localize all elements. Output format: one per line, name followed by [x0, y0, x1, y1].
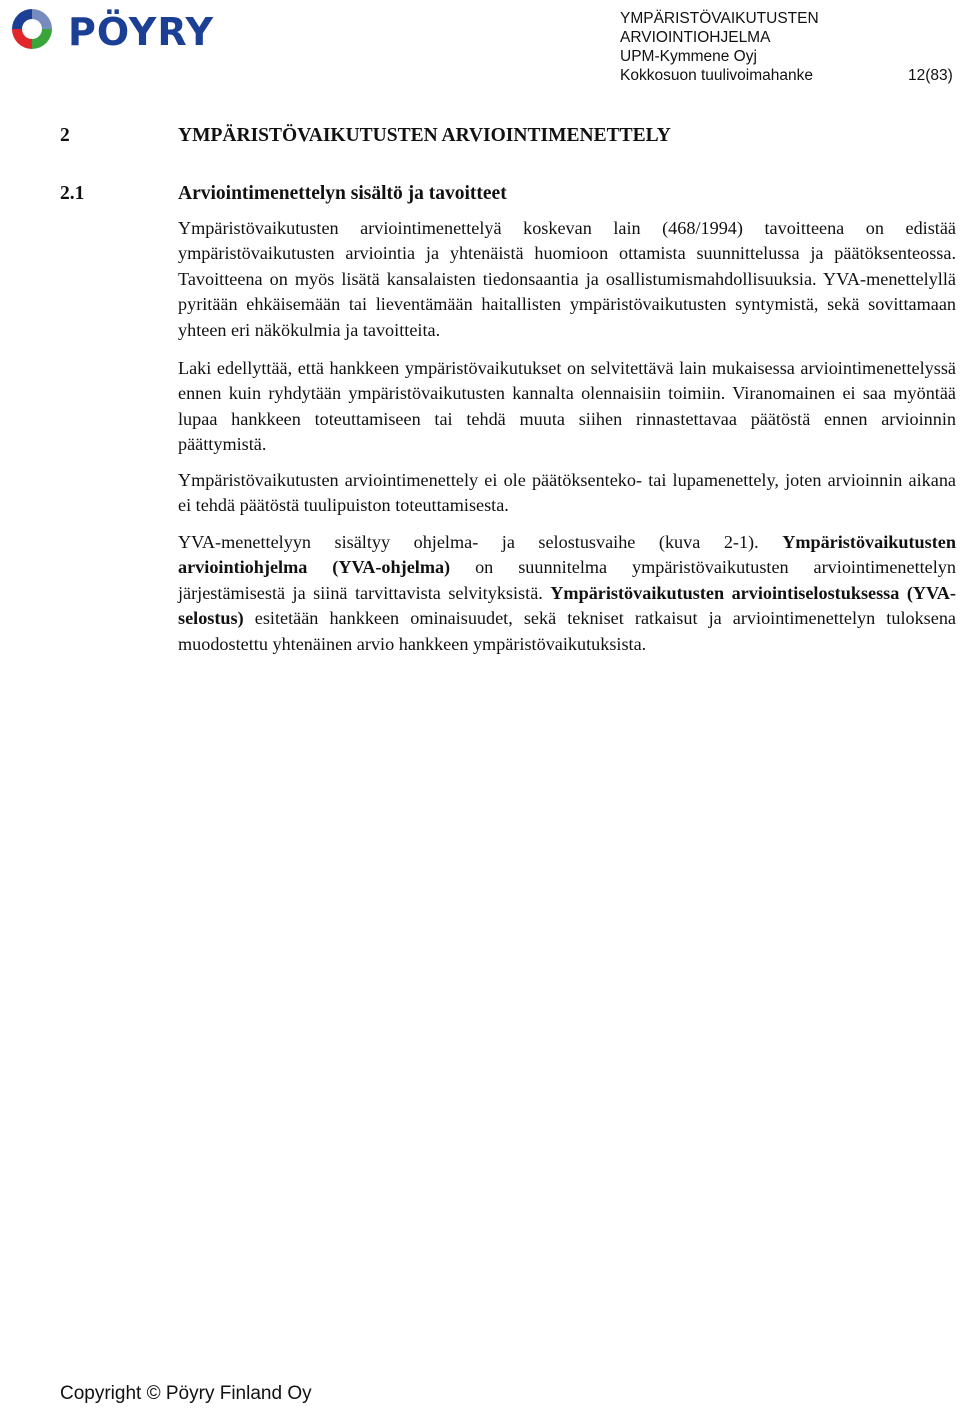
p4-bold-2: Ympäristövaikutusten arviointiselostuksessa (YVA-selostus): [178, 582, 956, 629]
client-name: UPM-Kymmene Oyj: [620, 48, 757, 65]
poyry-logo-icon: [4, 6, 60, 52]
paragraph-1: [178, 216, 956, 343]
p4-text-2: on suunnitelma ympäristövaikutusten arviointimenettelyn järjestämisestä ja siinä tarvittavista selvityksistä.: [178, 557, 956, 603]
p4-text-1: YVA-menettelyyn sisältyy ohjelma- ja selostusvaihe (kuva 2-1).: [178, 532, 783, 552]
paragraph-4: [178, 530, 956, 657]
paragraph-2: [178, 356, 956, 458]
paragraph-4-text: [178, 530, 956, 657]
page-number: 12(83): [908, 67, 953, 84]
subsection-number: 2.1: [60, 183, 85, 204]
project-name: Kokkosuon tuulivoimahanke: [620, 67, 814, 84]
p4-bold-1: Ympäristövaikutusten arviointiohjelma (YVA-ohjelma): [178, 532, 956, 578]
paragraph-1-text: Ympäristövaikutusten arviointimenettelyä koskevan lain (468/1994) tavoitteena on edistää ympäristövaikutusten arviointia ja yhtenäistä huomioon ottamista suunnittelussa ja päätöksenteossa. Tavoitteena on myös lisätä kansalaisten tiedonsaantia ja osallistumismahdollisuuksia. YVA-menettelyllä pyritään ehkäisemään tai lieventämään haitallisten ympäristövaikutusten syntymistä, sekä sovittamaan yhteen eri näkökulmia ja tavoitteita.: [178, 218, 956, 340]
paragraph-3: [178, 468, 956, 519]
footer-copyright: Copyright © Pöyry Finland Oy: [60, 1383, 312, 1404]
doc-type-line2: ARVIOINTIOHJELMA: [620, 29, 771, 46]
p4-text-3: esitetään hankkeen ominaisuudet, sekä tekniset ratkaisut ja arviointimenettelyn tuloksena muodostettu yhtenäinen arvio hankkeen ympäristövaikutuksista.: [178, 608, 956, 654]
subsection-title: Arviointimenettelyn sisältö ja tavoitteet: [178, 183, 507, 204]
paragraph-2-text: Laki edellyttää, että hankkeen ympäristövaikutukset on selvitettävä lain mukaisessa arviointimenettelyssä ennen kuin ryhdytään ympäristövaikutusten kannalta olennaisiin toimiin. Viranomainen ei saa myöntää lupaa hankkeen toteuttamiseen tai tehdä muuta siihen rinnastettavaa päätöstä ennen arvioinnin päättymistä.: [178, 358, 956, 455]
document-header-info: [620, 9, 819, 85]
section-number: 2: [60, 125, 70, 146]
poyry-logo: [4, 6, 244, 52]
paragraph-3-text: Ympäristövaikutusten arviointimenettely ei ole päätöksenteko- tai lupamenettely, joten arvioinnin aikana ei tehdä päätöstä tuulipuiston toteuttamisesta.: [178, 470, 956, 516]
logo-wordmark: PÖYRY: [68, 10, 215, 54]
section-title: YMPÄRISTÖVAIKUTUSTEN ARVIOINTIMENETTELY: [178, 125, 671, 146]
doc-type-line1: YMPÄRISTÖVAIKUTUSTEN: [620, 10, 819, 27]
